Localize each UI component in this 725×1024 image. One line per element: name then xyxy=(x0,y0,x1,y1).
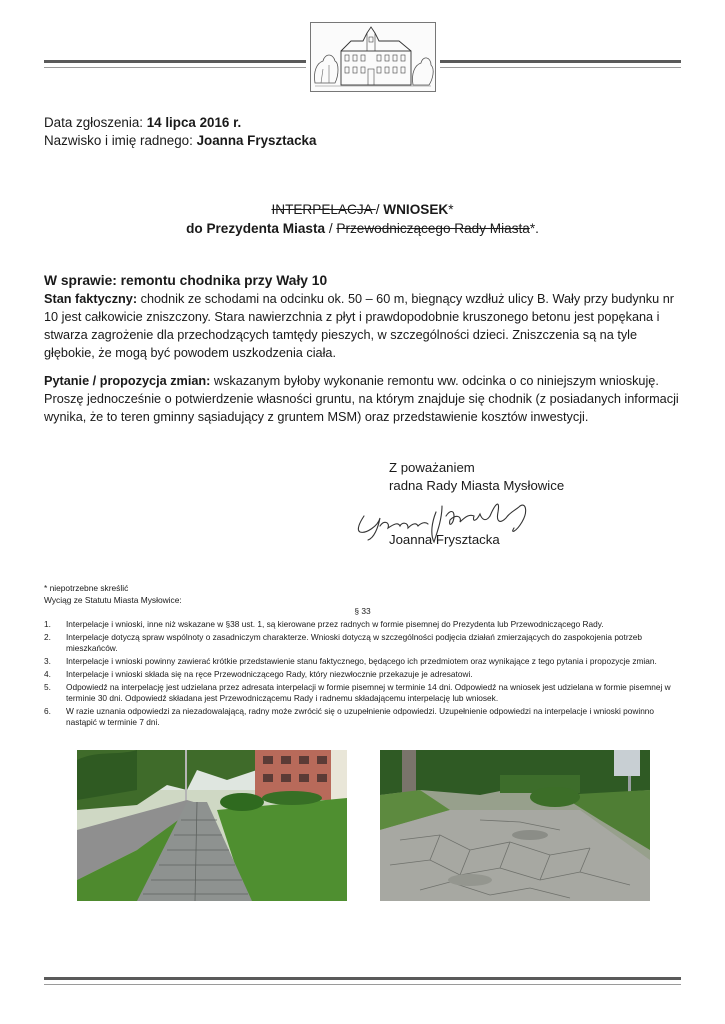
request-paragraph xyxy=(44,372,684,426)
footnote-strike-note: * niepotrzebne skreślić xyxy=(44,583,129,593)
footer-rule-thin xyxy=(44,984,681,985)
sidewalk-stairs-image xyxy=(77,750,347,901)
photo-sidewalk-stairs xyxy=(77,750,347,901)
photo-damaged-pavement xyxy=(380,750,650,901)
request-label: Pytanie / propozycja zmian: xyxy=(44,374,211,388)
footer-rule xyxy=(44,977,681,980)
statute-item xyxy=(44,632,684,654)
date-value: 14 lipca 2016 r. xyxy=(146,115,242,130)
addressee-chairman-struck: Przewodniczącego Rady Miasta xyxy=(336,221,530,236)
statute-list xyxy=(44,619,684,730)
date-label: Data zgłoszenia: xyxy=(44,115,147,130)
councillor-name-line xyxy=(44,132,316,150)
closing-role: radna Rady Miasta Mysłowice xyxy=(389,478,565,493)
statute-item-number: 4. xyxy=(44,669,51,679)
statute-item-number: 1. xyxy=(44,619,51,629)
header-rule-left xyxy=(44,60,306,63)
header-rule-right-thin xyxy=(440,67,681,68)
submission-date-line xyxy=(44,114,316,132)
signatory-name: Joanna Frysztacka xyxy=(389,532,500,547)
statute-item-number: 2. xyxy=(44,632,51,642)
header-rule-right xyxy=(440,60,681,63)
statute-item-text: Interpelacje i wnioski, inne niż wskazane w §38 ust. 1, są kierowane przez radnych w formie pisemnej do Prezydenta lub Przewodniczącego Rady. xyxy=(66,619,604,629)
facts-text: chodnik ze schodami na odcinku ok. 50 – 60 m, biegnący wzdłuż ulicy B. Wały przy budynku nr 10 jest całkowicie zniszczony. Stara nawierzchnia z płyt i prawdopodobnie kruszonego betonu jest popękana i stwarza zagrożenie dla przechodzących tamtędy pieszych, w szczególności dzieci. Zniszczenia są na tyle głębokie, że mogą być powodem uszkodzenia ciała. xyxy=(44,292,674,360)
statute-item xyxy=(44,656,684,667)
addressee-asterisk: *. xyxy=(529,221,539,236)
statute-item-text: Interpelacje i wnioski powinny zawierać krótkie przedstawienie stanu faktycznego, będącego ich przedmiotem oraz wynikające z tego pytania i propozycje zmian. xyxy=(66,656,657,666)
statute-item xyxy=(44,669,684,680)
closing-greeting: Z poważaniem xyxy=(389,460,475,475)
statute-item xyxy=(44,682,684,704)
addressee-president: do Prezydenta Miasta xyxy=(186,221,326,236)
statute-item-number: 3. xyxy=(44,656,51,666)
title-interpelacja-struck: INTERPELACJA xyxy=(271,202,376,217)
title-wniosek: WNIOSEK xyxy=(383,202,449,217)
header-rule-left-thin xyxy=(44,67,306,68)
request-text: wskazanym byłoby wykonanie remontu ww. odcinka o co niniejszym wnioskuję. Proszę jednocześnie o potwierdzenie własności gruntu, na którym znajduje się chodnik (z posiadanych informacji wynika, że to teren gminny sąsiadujący z gruntem MSM) oraz przedstawienie kosztów inwestycji. xyxy=(44,374,679,424)
document-addressee xyxy=(44,219,681,239)
statute-item xyxy=(44,619,684,630)
statute-excerpt-title: Wyciąg ze Statutu Miasta Mysłowice: xyxy=(44,595,182,605)
statute-item-text: Interpelacje dotyczą spraw wspólnoty o zasadniczym charakterze. Wnioski dotyczą w szczególności podjęcia działań zmierzających do zaspokojenia potrzeb mieszkańców. xyxy=(66,632,642,653)
name-label: Nazwisko i imię radnego: xyxy=(44,133,197,148)
document-title xyxy=(44,200,681,220)
facts-paragraph xyxy=(44,290,684,362)
name-value: Joanna Frysztacka xyxy=(196,133,317,148)
town-hall-logo xyxy=(310,22,436,92)
statute-item-text: Interpelacje i wnioski składa się na ręce Przewodniczącego Rady, który niezwłocznie przekazuje je adresatowi. xyxy=(66,669,473,679)
statute-item-text: W razie uznania odpowiedzi za niezadowalającą, radny może zwrócić się o uzupełnienie odpowiedzi. Uzupełnienie odpowiedzi na interpelacje i wnioski powinno nastąpić w terminie 7 dni. xyxy=(66,706,655,727)
title-slash: / xyxy=(375,202,384,217)
subject-heading: W sprawie: remontu chodnika przy Wały 10 xyxy=(44,273,328,288)
submission-meta xyxy=(44,114,316,150)
title-asterisk: * xyxy=(448,202,454,217)
statute-section: § 33 xyxy=(354,606,371,616)
statute-item xyxy=(44,706,684,728)
statute-item-number: 6. xyxy=(44,706,51,716)
addressee-slash: / xyxy=(325,221,337,236)
town-hall-drawing xyxy=(311,23,435,91)
statute-item-number: 5. xyxy=(44,682,51,692)
damaged-pavement-image xyxy=(380,750,650,901)
statute-item-text: Odpowiedź na interpelację jest udzielana przez adresata interpelacji w formie pisemnej w terminie 14 dni. Odpowiedź na wniosek jest udzielana w formie pisemnej w terminie 30 dni. Odpowiedź składana jest Przewodniczącemu Rady i radnemu składającemu interpelację lub wniosek. xyxy=(66,682,671,703)
facts-label: Stan faktyczny: xyxy=(44,292,138,306)
